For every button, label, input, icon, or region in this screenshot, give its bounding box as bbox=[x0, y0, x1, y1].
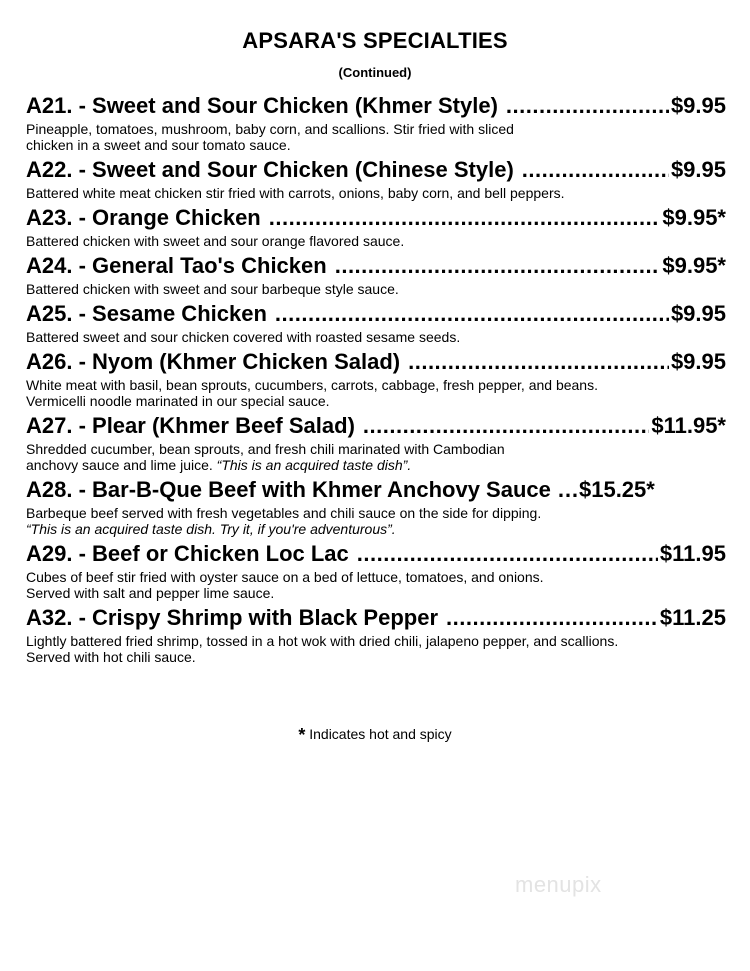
menu-item bbox=[26, 300, 726, 345]
menu-item bbox=[26, 540, 726, 601]
menupix-watermark: menupix bbox=[515, 872, 602, 897]
menu-item-name: A25. - Sesame Chicken bbox=[26, 301, 267, 326]
menu-item-price: $9.95* bbox=[662, 205, 726, 230]
menu-item-name: A27. - Plear (Khmer Beef Salad) bbox=[26, 413, 355, 438]
menu-item-heading bbox=[26, 300, 726, 328]
menu-item-heading bbox=[26, 476, 726, 504]
menu-item-description bbox=[26, 569, 716, 601]
menu-item-price: $11.25 bbox=[659, 605, 726, 630]
dot-leader bbox=[269, 204, 661, 232]
description-line: Served with hot chili sauce. bbox=[26, 649, 196, 665]
dot-leader bbox=[522, 156, 669, 184]
description-line: Battered sweet and sour chicken covered with roasted sesame seeds. bbox=[26, 329, 461, 345]
menu-item-description bbox=[26, 185, 716, 201]
footnote bbox=[0, 725, 750, 746]
menu-item bbox=[26, 348, 726, 409]
description-line: chicken in a sweet and sour tomato sauce. bbox=[26, 137, 291, 153]
menu-item-description bbox=[26, 121, 716, 153]
menu-item-price: $9.95 bbox=[670, 301, 726, 326]
description-line: Cubes of beef stir fried with oyster sauce on a bed of lettuce, tomatoes, and onions. bbox=[26, 569, 544, 585]
dot-leader bbox=[446, 604, 658, 632]
menu-item-name: A28. - Bar-B-Que Beef with Khmer Anchovy Sauce … bbox=[26, 477, 579, 502]
description-line: Served with salt and pepper lime sauce. bbox=[26, 585, 275, 601]
menu-item bbox=[26, 412, 726, 473]
page-title: APSARA'S SPECIALTIES bbox=[242, 28, 508, 53]
menu-item-description bbox=[26, 633, 716, 665]
menu-item-name: A26. - Nyom (Khmer Chicken Salad) bbox=[26, 349, 401, 374]
menu-item-name: A24. - General Tao's Chicken bbox=[26, 253, 327, 278]
menu-item-description bbox=[26, 329, 716, 345]
menu-item bbox=[26, 604, 726, 665]
description-line: Barbeque beef served with fresh vegetables and chili sauce on the side for dipping. bbox=[26, 505, 542, 521]
menu-item-price: $9.95 bbox=[670, 157, 726, 182]
description-line: White meat with basil, bean sprouts, cucumbers, carrots, cabbage, fresh pepper, and beans. bbox=[26, 377, 598, 393]
menu-item-note: “This is an acquired taste dish”. bbox=[216, 457, 412, 473]
menu-item-heading bbox=[26, 156, 726, 184]
menu-item-description bbox=[26, 441, 716, 473]
description-line: Battered chicken with sweet and sour orange flavored sauce. bbox=[26, 233, 405, 249]
menu-item-heading bbox=[26, 604, 726, 632]
menu-item-heading bbox=[26, 348, 726, 376]
description-line: anchovy sauce and lime juice. bbox=[26, 457, 213, 473]
menu-item-price: $11.95 bbox=[659, 541, 726, 566]
menu-item-price: $15.25* bbox=[578, 477, 655, 502]
menu-item-price: $9.95* bbox=[662, 253, 726, 278]
menu-item-description bbox=[26, 233, 716, 249]
dot-leader bbox=[408, 348, 669, 376]
description-line: Pineapple, tomatoes, mushroom, baby corn, and scallions. Stir fried with sliced bbox=[26, 121, 514, 137]
description-line: Lightly battered fried shrimp, tossed in a hot wok with dried chili, jalapeno pepper, and scallions. bbox=[26, 633, 619, 649]
menu-item-price: $9.95 bbox=[670, 93, 726, 118]
menu-item-description bbox=[26, 505, 716, 537]
description-line: Vermicelli noodle marinated in our special sauce. bbox=[26, 393, 330, 409]
dot-leader bbox=[363, 412, 649, 440]
menu-item-description bbox=[26, 377, 716, 409]
menu-item-name: A23. - Orange Chicken bbox=[26, 205, 261, 230]
menu-item-heading bbox=[26, 412, 726, 440]
menu-item-heading bbox=[26, 92, 726, 120]
description-line: Shredded cucumber, bean sprouts, and fresh chili marinated with Cambodian bbox=[26, 441, 505, 457]
menu-item-name: A21. - Sweet and Sour Chicken (Khmer Style) bbox=[26, 93, 498, 118]
description-line: Battered white meat chicken stir fried with carrots, onions, baby corn, and bell peppers. bbox=[26, 185, 565, 201]
menu-item bbox=[26, 252, 726, 297]
footnote-text: Indicates hot and spicy bbox=[309, 726, 452, 742]
dot-leader bbox=[506, 92, 669, 120]
menu-item-price: $9.95 bbox=[670, 349, 726, 374]
menu-item-price: $11.95* bbox=[651, 413, 726, 438]
dot-leader bbox=[335, 252, 661, 280]
menu-item-name: A29. - Beef or Chicken Loc Lac bbox=[26, 541, 349, 566]
dot-leader bbox=[275, 300, 669, 328]
menu-item bbox=[26, 204, 726, 249]
menu-item-heading bbox=[26, 252, 726, 280]
menu-item-name: A32. - Crispy Shrimp with Black Pepper bbox=[26, 605, 439, 630]
menu-item-name: A22. - Sweet and Sour Chicken (Chinese Style) bbox=[26, 157, 514, 182]
menu-item bbox=[26, 476, 726, 537]
asterisk-symbol: * bbox=[298, 725, 306, 745]
page-subtitle: (Continued) bbox=[338, 65, 412, 80]
dot-leader bbox=[357, 540, 658, 568]
menu-item-heading bbox=[26, 540, 726, 568]
menu-list bbox=[26, 92, 726, 668]
menu-item-note: “This is an acquired taste dish. Try it, if you're adventurous”. bbox=[26, 521, 396, 537]
menu-item-heading bbox=[26, 204, 726, 232]
description-line: Battered chicken with sweet and sour barbeque style sauce. bbox=[26, 281, 399, 297]
menu-item-description bbox=[26, 281, 716, 297]
menu-item bbox=[26, 156, 726, 201]
menu-item bbox=[26, 92, 726, 153]
